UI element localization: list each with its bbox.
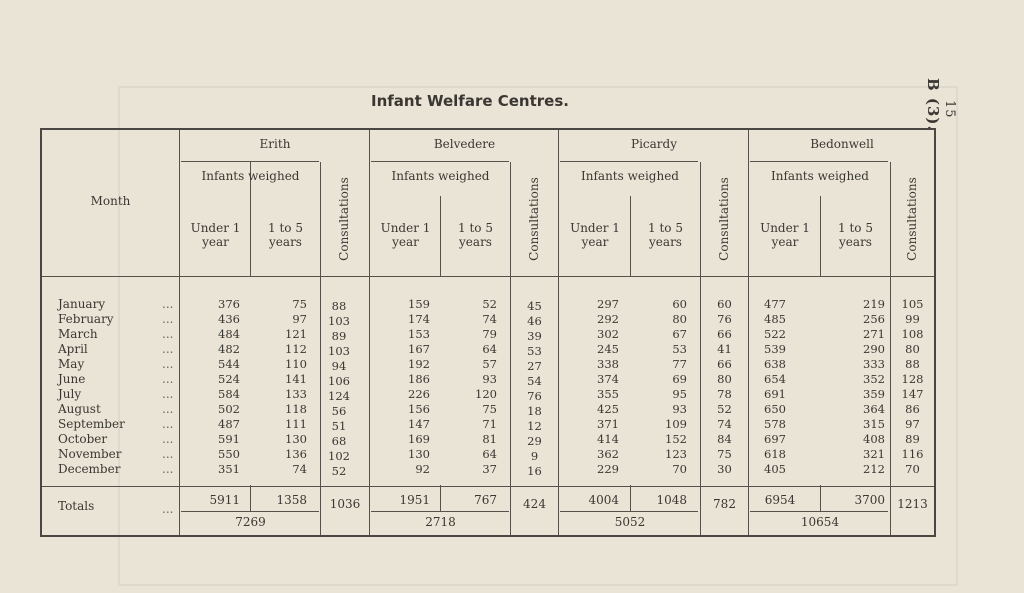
table-cell: 192: [408, 357, 430, 371]
leader-dot: ...: [162, 312, 174, 326]
month-january: January: [58, 297, 106, 311]
table-cell: 39: [527, 329, 542, 343]
col-belv-cons: [511, 299, 558, 479]
table-cell: 94: [331, 359, 347, 373]
table-cell: 584: [218, 387, 240, 401]
col-belv-under1: [371, 297, 430, 477]
leader-dot: ...: [162, 462, 174, 476]
month-december: December: [58, 462, 121, 476]
table-cell: 9: [530, 449, 539, 463]
col-erith-under1: [181, 297, 240, 477]
table-cell: 130: [285, 432, 307, 446]
table-cell: 550: [218, 447, 240, 461]
table-cell: 75: [717, 447, 732, 461]
table-cell: 167: [408, 342, 430, 356]
month-february: February: [58, 312, 114, 326]
table-cell: 186: [408, 372, 430, 386]
totals-dots: ...: [162, 502, 174, 516]
table-cell: 84: [717, 432, 732, 446]
combined-picardy: 5052: [614, 515, 646, 529]
page-ref-code: B (3).: [924, 78, 942, 132]
table-cell: 64: [482, 342, 497, 356]
table-cell: 106: [328, 374, 350, 388]
table-cell: 364: [863, 402, 885, 416]
table-cell: 290: [863, 342, 885, 356]
table-cell: 99: [905, 312, 920, 326]
table-cell: 147: [408, 417, 430, 431]
table-cell: 128: [901, 372, 924, 386]
table-cell: 141: [285, 372, 307, 386]
table-cell: 80: [672, 312, 687, 326]
consultations-erith: Consultations: [337, 177, 351, 261]
table-cell: 60: [717, 297, 732, 311]
month-april: April: [58, 342, 88, 356]
table-cell: 654: [764, 372, 786, 386]
table-cell: 153: [408, 327, 430, 341]
leader-dot: ...: [162, 432, 174, 446]
leader-dot: ...: [162, 342, 174, 356]
table-cell: 502: [218, 402, 240, 416]
table-cell: 77: [672, 357, 687, 371]
leader-dot: ...: [162, 357, 174, 371]
consultations-belvedere: Consultations: [527, 177, 541, 261]
table-cell: 212: [863, 462, 885, 476]
leader-dot: ...: [162, 372, 174, 386]
table-cell: 591: [218, 432, 240, 446]
table-cell: 174: [408, 312, 430, 326]
table-cell: 41: [717, 342, 732, 356]
oneto5-bedonwell: 1 to 5 years: [838, 221, 873, 249]
table-cell: 156: [408, 402, 430, 416]
table-cell: 102: [328, 449, 350, 463]
table-cell: 136: [285, 447, 307, 461]
table-cell: 78: [717, 387, 732, 401]
table-cell: 371: [597, 417, 619, 431]
consultations-bedonwell: Consultations: [905, 177, 919, 261]
table-cell: 89: [905, 432, 920, 446]
table-cell: 405: [764, 462, 786, 476]
table-cell: 484: [218, 327, 240, 341]
table-cell: 408: [863, 432, 885, 446]
infants-weighed-bedonwell: Infants weighed: [771, 169, 869, 183]
table-cell: 30: [717, 462, 732, 476]
table-cell: 51: [331, 419, 347, 433]
table-cell: 97: [292, 312, 307, 326]
col-pic-1to5: [631, 297, 687, 477]
centre-bedonwell: Bedonwell: [810, 137, 874, 151]
table-cell: 54: [527, 374, 542, 388]
table-cell: 18: [527, 404, 542, 418]
table-cell: 425: [597, 402, 619, 416]
table-cell: 76: [717, 312, 732, 326]
table-cell: 64: [482, 447, 497, 461]
table-cell: 229: [597, 462, 619, 476]
table-cell: 120: [475, 387, 497, 401]
total-pic-under1: 4004: [588, 493, 619, 507]
table-cell: 80: [905, 342, 920, 356]
total-erith-1to5: 1358: [276, 493, 307, 507]
combined-belvedere: 2718: [425, 515, 456, 529]
table-cell: 103: [328, 314, 350, 328]
col-belv-1to5: [441, 297, 497, 477]
table-cell: 271: [863, 327, 885, 341]
table-cell: 359: [863, 387, 885, 401]
table-cell: 302: [597, 327, 619, 341]
table-cell: 130: [408, 447, 430, 461]
table-cell: 74: [482, 312, 497, 326]
table-cell: 297: [597, 297, 619, 311]
table-cell: 522: [764, 327, 786, 341]
table-cell: 147: [901, 387, 924, 401]
table-cell: 245: [597, 342, 619, 356]
table-cell: 80: [717, 372, 732, 386]
table-cell: 414: [597, 432, 619, 446]
month-october: October: [58, 432, 108, 446]
table-cell: 93: [672, 402, 687, 416]
table-cell: 362: [597, 447, 619, 461]
month-list: [58, 297, 125, 477]
leader-dot: ...: [162, 297, 174, 311]
col-erith-cons: [321, 299, 357, 479]
table-cell: 74: [717, 417, 732, 431]
table-cell: 355: [597, 387, 619, 401]
table-cell: 69: [672, 372, 687, 386]
table-cell: 152: [665, 432, 687, 446]
table-cell: 37: [482, 462, 497, 476]
table-cell: 81: [482, 432, 497, 446]
table-cell: 88: [331, 299, 347, 313]
centre-belvedere: Belvedere: [433, 137, 496, 151]
table-cell: 524: [218, 372, 240, 386]
col-bed-1to5: [821, 297, 885, 477]
infants-weighed-belvedere: Infants weighed: [391, 169, 490, 183]
centre-erith: Erith: [259, 137, 291, 151]
table-cell: 86: [905, 402, 920, 416]
month-august: August: [58, 402, 101, 416]
table-cell: 691: [764, 387, 786, 401]
table-cell: 544: [218, 357, 240, 371]
table-cell: 12: [527, 419, 542, 433]
table-cell: 74: [292, 462, 307, 476]
table-cell: 121: [285, 327, 307, 341]
col-pic-cons: [701, 297, 748, 477]
total-belv-cons: 424: [523, 497, 546, 511]
month-header: Month: [90, 194, 131, 208]
table-cell: 123: [665, 447, 687, 461]
table-cell: 118: [285, 402, 307, 416]
table-cell: 79: [482, 327, 497, 341]
table-cell: 70: [905, 462, 920, 476]
under1-bedonwell: Under 1 year: [760, 221, 810, 249]
table-title: Infant Welfare Centres.: [371, 92, 569, 110]
table-cell: 103: [328, 344, 350, 358]
total-bed-1to5: 3700: [854, 493, 885, 507]
table-cell: 68: [331, 434, 347, 448]
table-cell: 29: [527, 434, 542, 448]
table-cell: 109: [665, 417, 687, 431]
table-cell: 169: [408, 432, 430, 446]
month-july: July: [58, 387, 82, 401]
table-cell: 52: [482, 297, 497, 311]
table-cell: 376: [218, 297, 240, 311]
table-cell: 315: [863, 417, 885, 431]
table-cell: 578: [764, 417, 786, 431]
table-cell: 75: [482, 402, 497, 416]
table-cell: 482: [218, 342, 240, 356]
page-number: 15: [942, 100, 957, 119]
table-cell: 56: [331, 404, 347, 418]
table-cell: 338: [597, 357, 619, 371]
total-belv-under1: 1951: [399, 493, 430, 507]
table-cell: 352: [863, 372, 885, 386]
table-cell: 95: [672, 387, 687, 401]
total-bed-under1: 6954: [764, 493, 796, 507]
infants-weighed-erith: Infants weighed: [201, 169, 300, 183]
total-pic-1to5: 1048: [656, 493, 687, 507]
table-cell: 53: [527, 344, 542, 358]
month-march: March: [58, 327, 98, 341]
table-cell: 66: [717, 357, 732, 371]
month-june: June: [58, 372, 86, 386]
col-erith-1to5: [251, 297, 307, 477]
table-cell: 27: [527, 359, 542, 373]
table-cell: 57: [482, 357, 497, 371]
table-cell: 97: [905, 417, 920, 431]
table-cell: 52: [331, 464, 347, 478]
table-cell: 256: [863, 312, 885, 326]
table-cell: 112: [285, 342, 307, 356]
table-cell: 321: [863, 447, 885, 461]
oneto5-belvedere: 1 to 5 years: [458, 221, 493, 249]
table-cell: 88: [905, 357, 920, 371]
table-cell: 75: [292, 297, 307, 311]
table-cell: 105: [901, 297, 924, 311]
table-cell: 66: [717, 327, 732, 341]
table-cell: 116: [901, 447, 924, 461]
col-bed-cons: [891, 297, 934, 477]
month-may: May: [58, 357, 85, 371]
total-erith-cons: 1036: [329, 497, 361, 511]
col-pic-under1: [560, 297, 619, 477]
table-cell: 219: [863, 297, 885, 311]
total-erith-under1: 5911: [209, 493, 240, 507]
table-cell: 477: [764, 297, 786, 311]
leader-dot: ...: [162, 387, 174, 401]
consultations-picardy: Consultations: [717, 177, 731, 261]
table-cell: 67: [672, 327, 687, 341]
table-cell: 108: [901, 327, 924, 341]
col-bed-under1: [750, 297, 800, 477]
table-cell: 124: [328, 389, 350, 403]
table-cell: 638: [764, 357, 786, 371]
table-cell: 485: [764, 312, 786, 326]
infants-weighed-picardy: Infants weighed: [581, 169, 679, 183]
table-cell: 618: [764, 447, 786, 461]
leader-dot: ...: [162, 402, 174, 416]
under1-erith: Under 1 year: [190, 221, 241, 249]
combined-bedonwell: 10654: [800, 515, 840, 529]
table-cell: 133: [285, 387, 307, 401]
oneto5-picardy: 1 to 5 years: [648, 221, 683, 249]
table-cell: 159: [408, 297, 430, 311]
leader-dot: ...: [162, 417, 174, 431]
table-cell: 71: [482, 417, 497, 431]
table-cell: 539: [764, 342, 786, 356]
totals-label: Totals: [58, 499, 95, 513]
combined-erith: 7269: [235, 515, 266, 529]
table-cell: 351: [218, 462, 240, 476]
table-cell: 93: [482, 372, 497, 386]
table-cell: 52: [717, 402, 732, 416]
under1-belvedere: Under 1 year: [380, 221, 431, 249]
table-cell: 487: [218, 417, 240, 431]
table-cell: 76: [527, 389, 542, 403]
table-cell: 89: [331, 329, 347, 343]
table-cell: 374: [597, 372, 619, 386]
month-september: September: [58, 417, 125, 431]
table-cell: 111: [285, 417, 307, 431]
table-cell: 436: [218, 312, 240, 326]
leader-dots: [162, 297, 173, 477]
table-cell: 92: [415, 462, 430, 476]
table-cell: 45: [527, 299, 542, 313]
oneto5-erith: 1 to 5 years: [268, 221, 303, 249]
table-cell: 292: [597, 312, 619, 326]
leader-dot: ...: [162, 447, 174, 461]
total-belv-1to5: 767: [474, 493, 497, 507]
table-cell: 53: [672, 342, 687, 356]
table-cell: 60: [672, 297, 687, 311]
table-cell: 226: [408, 387, 430, 401]
month-november: November: [58, 447, 122, 461]
total-pic-cons: 782: [713, 497, 736, 511]
total-bed-cons: 1213: [897, 497, 928, 511]
table-cell: 16: [527, 464, 542, 478]
table-cell: 70: [672, 462, 687, 476]
table-cell: 110: [285, 357, 307, 371]
table-cell: 46: [527, 314, 542, 328]
under1-picardy: Under 1 year: [570, 221, 620, 249]
table-cell: 650: [764, 402, 786, 416]
centre-picardy: Picardy: [631, 137, 677, 151]
leader-dot: ...: [162, 327, 174, 341]
table-cell: 697: [764, 432, 786, 446]
table-cell: 333: [863, 357, 885, 371]
